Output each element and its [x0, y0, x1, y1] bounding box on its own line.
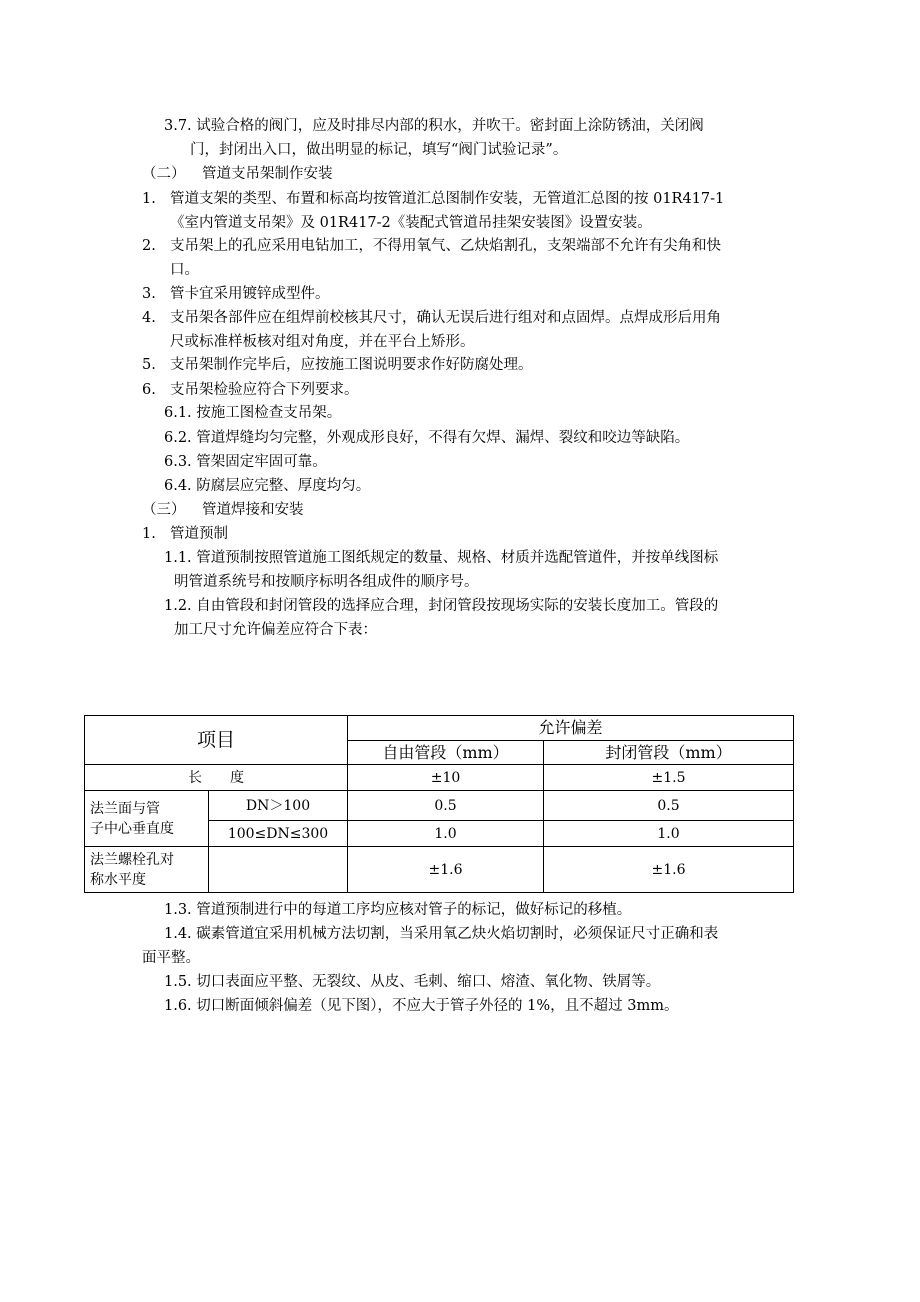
header-free-segment: 自由管段（mm）	[348, 741, 544, 765]
item-5	[142, 355, 533, 375]
label-line: 法兰面与管	[90, 800, 160, 817]
cell-condition: 100≤DN≤300	[209, 821, 348, 847]
item-6	[142, 380, 359, 400]
item-4-cont	[170, 332, 475, 352]
cell-free: 1.0	[348, 821, 544, 847]
item-1	[142, 189, 724, 209]
cell-closed: ±1.6	[544, 847, 794, 893]
cell-closed: 0.5	[544, 791, 794, 821]
table-row	[85, 847, 794, 893]
item-text: 管架固定牢固可靠。	[196, 454, 327, 470]
label-line: 称水平度	[90, 871, 146, 888]
section-title: 管道焊接和安装	[202, 502, 304, 518]
section-heading-3	[142, 500, 304, 520]
item-3	[142, 284, 330, 304]
item-text: 防腐层应完整、厚度均匀。	[196, 478, 371, 494]
item-text: 自由管段和封闭管段的选择应合理，封闭管段按现场实际的安装长度加工。管段的	[196, 598, 719, 614]
item-number: 6.1.	[164, 405, 192, 421]
item-number: 6.2.	[164, 430, 192, 446]
item-number: 6.	[142, 382, 156, 398]
item-1-4-cont	[142, 948, 200, 968]
item-number: 2.	[142, 238, 156, 254]
section-heading-2	[142, 164, 333, 184]
item-text: 试验合格的阀门，应及时排尽内部的积水，并吹干。密封面上涂防锈油，关闭阀	[196, 118, 704, 134]
item-number: 3.7.	[164, 118, 192, 134]
item-text: 支吊架上的孔应采用电钻加工，不得用氧气、乙炔焰割孔，支架端部不允许有尖角和快	[170, 238, 721, 254]
row-label-length: 长 度	[85, 765, 348, 791]
section-number: （三）	[142, 502, 186, 518]
item-pipe-prefab	[142, 524, 228, 544]
item-text: 管卡宜采用镀锌成型件。	[170, 286, 330, 302]
item-number: 4.	[142, 310, 156, 326]
item-text: 管道预制进行中的每道工序均应核对管子的标记，做好标记的移植。	[196, 902, 632, 918]
item-number: 6.3.	[164, 454, 192, 470]
item-1-1-cont	[174, 572, 479, 592]
item-text: 明管道系统号和按顺序标明各组成件的顺序号。	[174, 574, 479, 590]
item-1-3	[164, 900, 631, 920]
label-line: 子中心垂直度	[90, 820, 174, 837]
row-label-bolt-hole-level	[85, 847, 209, 893]
table-row	[85, 791, 794, 821]
item-6-4	[164, 476, 370, 496]
item-number: 1.6.	[164, 998, 192, 1014]
para-3-7	[164, 116, 704, 136]
item-number: 1.	[142, 526, 156, 542]
label-line: 法兰螺栓孔对	[90, 851, 174, 868]
item-6-3	[164, 452, 327, 472]
item-text: 管道支架的类型、布置和标高均按管道汇总图制作安装，无管道汇总图的按 01R417-1	[170, 191, 725, 207]
header-tolerance: 允许偏差	[348, 716, 794, 741]
item-number: 1.1.	[164, 550, 192, 566]
item-text: 切口表面应平整、无裂纹、从皮、毛刺、缩口、熔渣、氧化物、铁屑等。	[196, 974, 661, 990]
item-text: 支吊架检验应符合下列要求。	[170, 382, 359, 398]
item-text: 管道预制	[170, 526, 228, 542]
item-1-1	[164, 548, 718, 568]
header-closed-segment: 封闭管段（mm）	[544, 741, 794, 765]
item-1-4	[164, 924, 718, 944]
item-1-6	[164, 996, 678, 1016]
item-number: 6.4.	[164, 478, 192, 494]
item-text: 口。	[170, 262, 199, 278]
item-1-2	[164, 596, 718, 616]
item-1-cont	[170, 213, 652, 233]
cell-condition: DN＞100	[209, 791, 348, 821]
item-2-cont	[170, 260, 199, 280]
item-number: 1.4.	[164, 926, 192, 942]
item-text: 切口断面倾斜偏差（见下图），不应大于管子外径的 1%，且不超过 3mm。	[196, 998, 679, 1014]
table-row	[85, 765, 794, 791]
item-text: 碳素管道宜采用机械方法切割，当采用氧乙炔火焰切割时，必须保证尺寸正确和表	[196, 926, 719, 942]
item-text: 门，封闭出入口，做出明显的标记，填写“阀门试验记录”。	[190, 142, 568, 158]
cell-free: ±1.6	[348, 847, 544, 893]
item-text: 按施工图检查支吊架。	[196, 405, 342, 421]
item-4	[142, 308, 721, 328]
item-text: 管道预制按照管道施工图纸规定的数量、规格、材质并选配管道件，并按单线图标	[196, 550, 719, 566]
table-header-row	[85, 716, 794, 741]
item-text: 管道焊缝均匀完整，外观成形良好，不得有欠焊、漏焊、裂纹和咬边等缺陷。	[196, 430, 690, 446]
item-2	[142, 236, 721, 256]
item-number: 1.3.	[164, 902, 192, 918]
cell-free: 0.5	[348, 791, 544, 821]
cell-closed: ±1.5	[544, 765, 794, 791]
cell-closed: 1.0	[544, 821, 794, 847]
item-text: 尺或标准样板核对组对角度，并在平台上矫形。	[170, 334, 475, 350]
item-text: 支吊架各部件应在组焊前校核其尺寸，确认无误后进行组对和点固焊。点焊成形后用角	[170, 310, 721, 326]
tolerance-table	[84, 715, 794, 893]
cell-condition-empty	[209, 847, 348, 893]
item-text: 面平整。	[142, 950, 200, 966]
item-1-2-cont	[174, 620, 377, 640]
item-6-2	[164, 428, 689, 448]
section-number: （二）	[142, 166, 186, 182]
item-number: 5.	[142, 357, 156, 373]
item-number: 1.2.	[164, 598, 192, 614]
row-label-flange-perpendicularity	[85, 791, 209, 847]
item-number: 1.	[142, 191, 156, 207]
item-1-5	[164, 972, 660, 992]
item-text: 加工尺寸允许偏差应符合下表：	[174, 622, 377, 638]
item-number: 1.5.	[164, 974, 192, 990]
section-title: 管道支吊架制作安装	[202, 166, 333, 182]
item-6-1	[164, 403, 341, 423]
para-3-7-cont	[190, 140, 567, 160]
cell-free: ±10	[348, 765, 544, 791]
item-text: 支吊架制作完毕后，应按施工图说明要求作好防腐处理。	[170, 357, 533, 373]
item-number: 3.	[142, 286, 156, 302]
item-text: 《室内管道支吊架》及 01R417-2《装配式管道吊挂架安装图》设置安装。	[170, 215, 652, 231]
header-item: 项目	[85, 716, 348, 765]
